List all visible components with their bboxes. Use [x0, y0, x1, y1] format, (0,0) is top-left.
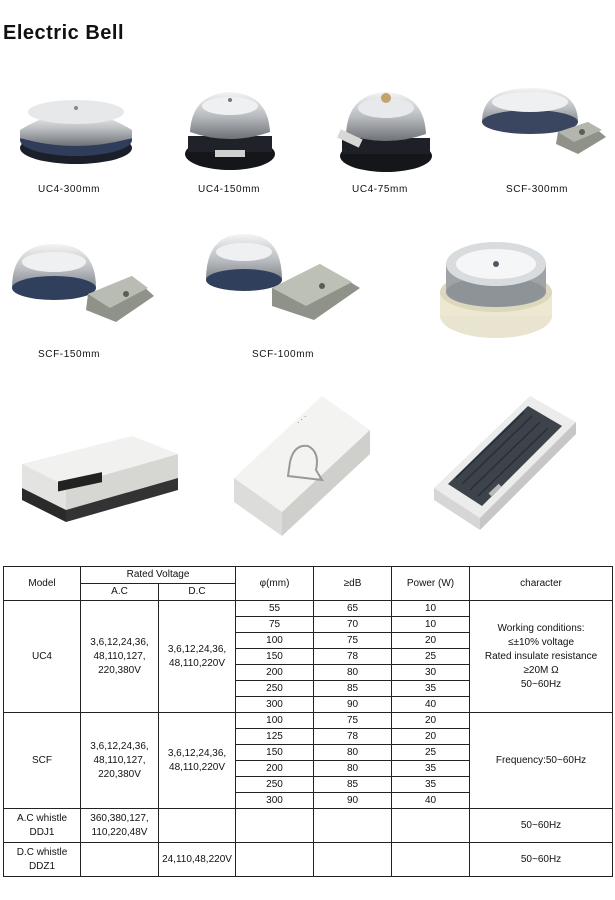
door-chime-icon: [228, 390, 372, 542]
product-caption: UC4-300mm: [38, 184, 101, 195]
product-door-chime: [228, 390, 372, 542]
cell-power: [392, 843, 470, 877]
header-power: Power (W): [392, 567, 470, 601]
cell-power: [392, 809, 470, 843]
gong-bell-small-icon: [334, 84, 438, 176]
product-uc4-75: [334, 84, 438, 176]
cell-db: 80: [314, 761, 392, 777]
character-line: Working conditions:: [497, 622, 585, 634]
cell-power: 20: [392, 729, 470, 745]
ddz1-dc-voltage: 24,110,48,220V: [159, 843, 236, 877]
svg-text:· · ·: · · ·: [295, 413, 309, 427]
bell-with-box-icon: [202, 228, 362, 332]
model-ddj1: [4, 809, 81, 843]
cell-db: 85: [314, 777, 392, 793]
cell-db: 65: [314, 601, 392, 617]
voltage-line: 110,220,48V: [91, 826, 148, 838]
model-scf: SCF: [4, 713, 81, 809]
ddj1-dc-voltage: [159, 809, 236, 843]
spec-table: [3, 566, 613, 877]
scf-ac-voltage: [81, 713, 159, 809]
cell-power: 20: [392, 713, 470, 729]
cell-diameter: 200: [236, 665, 314, 681]
cell-power: 30: [392, 665, 470, 681]
scf-dc-voltage: [159, 713, 236, 809]
cell-db: 90: [314, 793, 392, 809]
voltage-line: 48,110,127,: [93, 754, 146, 766]
product-caption: UC4-75mm: [352, 184, 408, 195]
cell-diameter: 300: [236, 697, 314, 713]
product-caption: UC4-150mm: [198, 184, 261, 195]
cell-diameter: 300: [236, 793, 314, 809]
round-bell-icon: [438, 234, 558, 344]
voltage-line: 220,380V: [98, 664, 141, 676]
cell-diameter: 250: [236, 681, 314, 697]
cell-diameter: 55: [236, 601, 314, 617]
cell-power: 35: [392, 777, 470, 793]
voltage-line: 48,110,220V: [169, 761, 225, 773]
table-row: [4, 713, 613, 729]
ddj1-character: 50~60Hz: [470, 809, 613, 843]
cell-power: 10: [392, 617, 470, 633]
cell-db: [314, 809, 392, 843]
cell-diameter: 75: [236, 617, 314, 633]
gong-bell-medium-icon: [180, 84, 280, 174]
ddj1-ac-voltage: [81, 809, 159, 843]
cell-diameter: 150: [236, 649, 314, 665]
model-line: DDZ1: [28, 860, 56, 872]
cell-diameter: 100: [236, 633, 314, 649]
cell-diameter: 150: [236, 745, 314, 761]
white-box-bell-icon: [18, 406, 182, 526]
cell-power: 25: [392, 745, 470, 761]
cell-power: 40: [392, 793, 470, 809]
product-scf-300: [478, 82, 608, 172]
cell-db: 75: [314, 633, 392, 649]
cell-db: 80: [314, 745, 392, 761]
cell-diameter: 125: [236, 729, 314, 745]
ddz1-ac-voltage: [81, 843, 159, 877]
product-caption: SCF-300mm: [506, 184, 569, 195]
character-line: ≥20M Ω: [523, 664, 559, 676]
cell-db: [314, 843, 392, 877]
voltage-line: 48,110,220V: [169, 657, 225, 669]
product-speaker-bell: [432, 392, 578, 532]
page-title: Electric Bell: [3, 22, 125, 44]
table-row: [4, 809, 613, 843]
uc4-ac-voltage: [81, 601, 159, 713]
header-ac: A.C: [81, 584, 159, 601]
voltage-line: 360,380,127,: [90, 812, 149, 824]
cell-db: 78: [314, 729, 392, 745]
header-model: Model: [4, 567, 81, 601]
cell-diameter: 100: [236, 713, 314, 729]
product-uc4-150: [180, 84, 280, 174]
model-ddz1: [4, 843, 81, 877]
header-character: character: [470, 567, 613, 601]
cell-power: 35: [392, 761, 470, 777]
voltage-line: 220,380V: [98, 768, 141, 780]
ddz1-character: 50~60Hz: [470, 843, 613, 877]
product-scf-150: [8, 236, 154, 336]
cell-power: 40: [392, 697, 470, 713]
voltage-line: 3,6,12,24,36,: [90, 636, 149, 648]
voltage-line: 48,110,127,: [93, 650, 146, 662]
bell-with-box-icon: [8, 236, 154, 336]
character-line: ≤±10% voltage: [508, 636, 575, 648]
voltage-line: 3,6,12,24,36,: [90, 740, 149, 752]
cell-db: 85: [314, 681, 392, 697]
cell-power: 20: [392, 633, 470, 649]
header-rated-voltage: Rated Voltage: [81, 567, 236, 584]
product-round-bell: [438, 234, 558, 344]
gong-bell-large-icon: [16, 90, 136, 170]
cell-diameter: [236, 843, 314, 877]
cell-db: 70: [314, 617, 392, 633]
product-white-box-bell: [18, 406, 182, 526]
product-scf-100: [202, 228, 362, 332]
cell-power: 35: [392, 681, 470, 697]
product-caption: SCF-150mm: [38, 349, 101, 360]
product-caption: SCF-100mm: [252, 349, 315, 360]
uc4-character: [470, 601, 613, 713]
header-dc: D.C: [159, 584, 236, 601]
speaker-bell-icon: [432, 392, 578, 532]
cell-db: 80: [314, 665, 392, 681]
cell-db: 90: [314, 697, 392, 713]
voltage-line: 3,6,12,24,36,: [167, 747, 227, 759]
header-diameter: φ(mm): [236, 567, 314, 601]
character-line: Rated insulate resistance: [484, 650, 598, 662]
bell-with-box-icon: [478, 82, 608, 172]
voltage-line: 3,6,12,24,36,: [167, 643, 227, 655]
header-db: ≥dB: [314, 567, 392, 601]
cell-diameter: 200: [236, 761, 314, 777]
cell-power: 10: [392, 601, 470, 617]
cell-power: 25: [392, 649, 470, 665]
cell-diameter: [236, 809, 314, 843]
table-row: [4, 601, 613, 617]
model-line: A.C whistle: [16, 812, 67, 824]
table-row: [4, 843, 613, 877]
character-line: 50~60Hz: [520, 678, 562, 690]
cell-db: 75: [314, 713, 392, 729]
cell-diameter: 250: [236, 777, 314, 793]
model-line: DDJ1: [29, 826, 55, 838]
cell-db: 78: [314, 649, 392, 665]
model-uc4: UC4: [4, 601, 81, 713]
model-line: D.C whistle: [16, 846, 68, 858]
table-header-row: [4, 567, 613, 584]
scf-character: Frequency:50~60Hz: [470, 713, 613, 809]
product-uc4-300: [16, 90, 136, 170]
uc4-dc-voltage: [159, 601, 236, 713]
